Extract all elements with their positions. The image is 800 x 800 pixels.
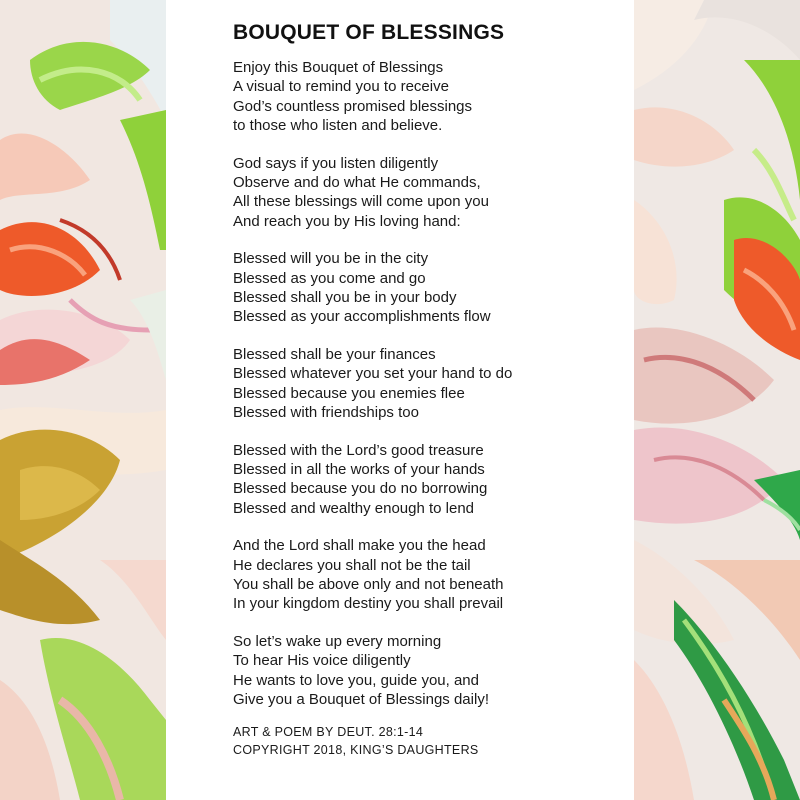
poem-line: Blessed shall you be in your body [233,288,457,306]
poem-line: Observe and do what He commands, [233,173,481,191]
poem-line: In your kingdom destiny you shall prevail [233,595,504,613]
poem-line: Blessed as your accomplishments flow [233,308,491,326]
stanza [233,249,628,326]
poem-panel [166,0,634,800]
poem-line: So let’s wake up every morning [233,633,442,651]
poem-line: He declares you shall not be the tail [233,556,471,574]
author-credit: ART & POEM BY DEUT. 28:1-14 [233,725,424,739]
stanza [233,632,628,709]
poem-line: He wants to love you, guide you, and [233,671,479,689]
stanza [233,58,628,135]
poem-line: And the Lord shall make you the head [233,537,486,555]
poem-line: A visual to remind you to receive [233,78,449,96]
poem-line: Blessed because you do no borrowing [233,480,488,498]
poem-line: God says if you listen diligently [233,154,439,172]
poem-body [233,58,628,728]
poem-line: Blessed with the Lord’s good treasure [233,441,484,459]
left-painting-svg [0,0,166,800]
poem-line: Blessed with friendships too [233,403,419,421]
poem-line: All these blessings will come upon you [233,193,489,211]
poem-line: Enjoy this Bouquet of Blessings [233,59,444,76]
copyright-notice: COPYRIGHT 2018, KING’S DAUGHTERS [233,743,479,757]
poem-line: Blessed will you be in the city [233,250,429,268]
stanza [233,536,628,613]
poem-line: Blessed because you enemies flee [233,384,465,402]
poem-line: Blessed as you come and go [233,269,426,287]
poem-title: BOUQUET OF BLESSINGS [233,21,505,44]
poem-line: You shall be above only and not beneath [233,576,504,594]
stanza [233,154,628,231]
poem-line: to those who listen and believe. [233,116,443,134]
stanza [233,345,628,422]
right-abstract-painting [634,0,800,800]
poem-line: Blessed in all the works of your hands [233,461,485,479]
right-painting-svg [634,0,800,800]
poem-line: Give you a Bouquet of Blessings daily! [233,691,489,709]
poem-line: God’s countless promised blessings [233,97,473,115]
poem-line: Blessed shall be your finances [233,346,436,364]
poem-line: Blessed whatever you set your hand to do [233,365,513,383]
poem-line: To hear His voice diligently [233,652,411,670]
poem-line: And reach you by His loving hand: [233,212,461,230]
stanza [233,441,628,518]
credits [233,723,479,759]
left-abstract-painting [0,0,166,800]
poem-line: Blessed and wealthy enough to lend [233,499,475,517]
